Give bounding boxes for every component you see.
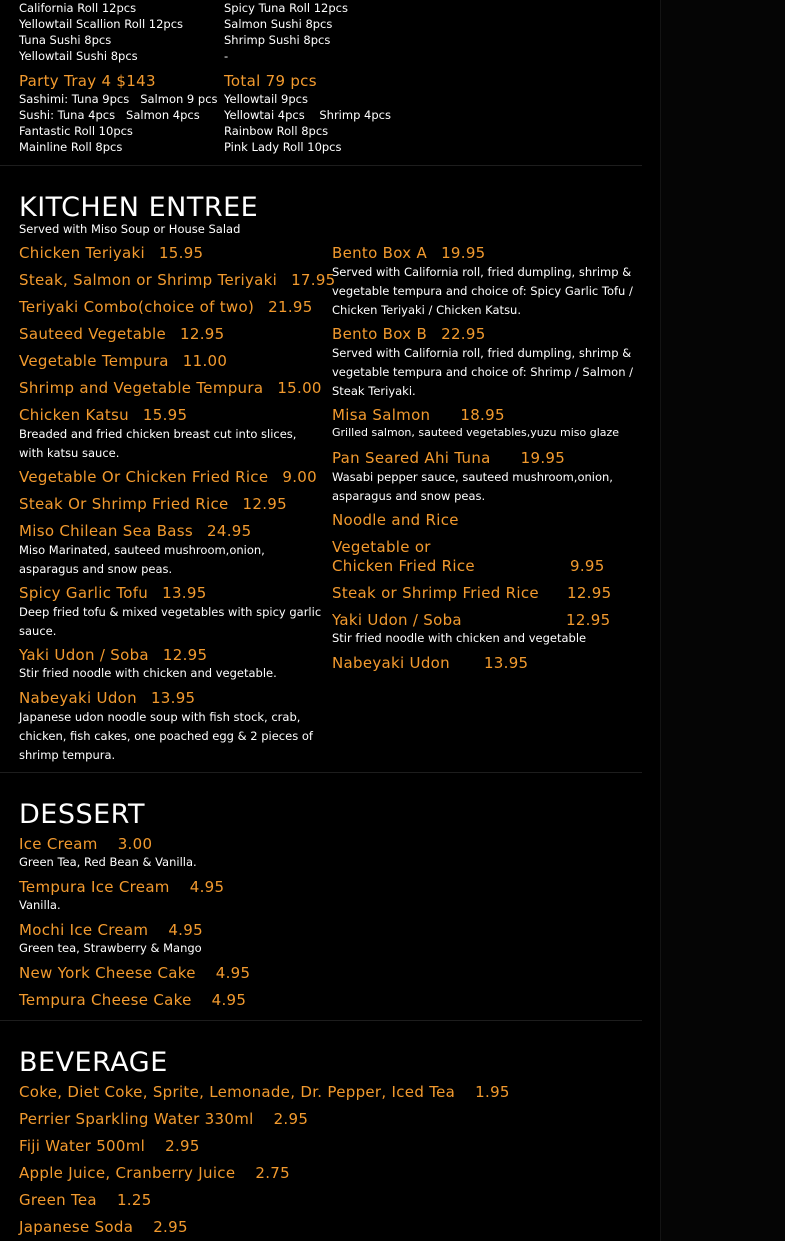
- item-name: Yaki Udon / Soba: [19, 646, 149, 664]
- party-tray-total: Total 79 pcs: [224, 72, 317, 90]
- item-description: Green Tea, Red Bean & Vanilla.: [19, 855, 197, 869]
- item-name: Coke, Diet Coke, Sprite, Lemonade, Dr. Pepper, Iced Tea: [19, 1083, 456, 1101]
- menu-item: [332, 653, 528, 673]
- item-price: 15.95: [158, 244, 204, 262]
- section-divider: [0, 1020, 642, 1021]
- item-price: 19.95: [520, 449, 566, 467]
- item-name: Tempura Cheese Cake: [19, 991, 192, 1009]
- item-name: Fiji Water 500ml: [19, 1137, 146, 1155]
- item-description: Vanilla.: [19, 898, 61, 912]
- menu-item: [19, 494, 287, 514]
- menu-item: Steak or Shrimp Fried Rice: [332, 584, 539, 602]
- item-description: Served with California roll, fried dumpling, shrimp & vegetable tempura and choice of: Shrimp / Salmon / Steak Teriyaki.: [332, 346, 634, 398]
- item-price: 2.95: [273, 1110, 309, 1128]
- menu-item: [19, 834, 152, 854]
- item-price: 11.00: [182, 352, 228, 370]
- menu-item: [19, 521, 251, 541]
- item-description: Japanese udon noodle soup with fish stock, crab, chicken, fish cakes, one poached egg & 2 pieces of shrimp tempura.: [19, 710, 313, 762]
- item-price: 2.75: [255, 1164, 290, 1182]
- item-description: Grilled salmon, sauteed vegetables,yuzu miso glaze: [332, 426, 620, 439]
- item-description: Wasabi pepper sauce, sauteed mushroom,onion, asparagus and snow peas.: [332, 470, 613, 503]
- menu-item: [19, 1136, 200, 1156]
- tray-item: Salmon Sushi 8pcs: [224, 17, 333, 31]
- item-name: Chicken Teriyaki: [19, 244, 145, 262]
- menu-item: [332, 448, 565, 468]
- menu-item: [19, 990, 246, 1010]
- item-name: Ice Cream: [19, 835, 98, 853]
- item-name: Vegetable Tempura: [19, 352, 169, 370]
- item-name: Japanese Soda: [19, 1218, 134, 1236]
- tray-item: Tuna Sushi 8pcs: [19, 33, 112, 47]
- item-name: Misa Salmon: [332, 406, 431, 424]
- section-divider: [0, 165, 642, 166]
- item-price: 12.95: [566, 611, 611, 629]
- tray-item: Sushi: Tuna 4pcs Salmon 4pcs: [19, 108, 200, 122]
- menu-item: [19, 243, 203, 263]
- subsection-heading: Noodle and Rice: [332, 511, 459, 529]
- tray-item: Pink Lady Roll 10pcs: [224, 140, 342, 154]
- tray-item: -: [224, 49, 229, 63]
- tray-item: Mainline Roll 8pcs: [19, 140, 123, 154]
- tray-item: Sashimi: Tuna 9pcs Salmon 9 pcs: [19, 92, 218, 106]
- tray-item: Rainbow Roll 8pcs: [224, 124, 329, 138]
- menu-item: [19, 1217, 188, 1237]
- item-price: 12.95: [567, 584, 612, 602]
- item-description: Stir fried noodle with chicken and vegetable.: [19, 666, 277, 680]
- item-price: 12.95: [242, 495, 287, 513]
- menu-item: [19, 645, 207, 665]
- menu-item: [332, 324, 486, 344]
- item-name: Bento Box A: [332, 244, 428, 262]
- item-name: Shrimp and Vegetable Tempura: [19, 379, 264, 397]
- item-name: Vegetable Or Chicken Fried Rice: [19, 468, 269, 486]
- item-description: Deep fried tofu & mixed vegetables with spicy garlic sauce.: [19, 605, 322, 638]
- item-price: 13.95: [483, 654, 529, 672]
- tray-item: Fantastic Roll 10pcs: [19, 124, 133, 138]
- item-name: Apple Juice, Cranberry Juice: [19, 1164, 236, 1182]
- item-name: Nabeyaki Udon: [332, 654, 450, 672]
- item-price: 2.95: [165, 1137, 200, 1155]
- menu-item: [19, 1082, 510, 1102]
- menu-item: [19, 378, 322, 398]
- item-name: Steak Or Shrimp Fried Rice: [19, 495, 229, 513]
- item-price: 9.00: [282, 468, 317, 486]
- menu-item: [332, 243, 486, 263]
- item-name: Chicken Katsu: [19, 406, 129, 424]
- menu-item: [19, 467, 317, 487]
- section-divider: [0, 772, 642, 773]
- menu-item: [19, 405, 187, 425]
- tray-item: California Roll 12pcs: [19, 1, 137, 15]
- menu-item: [19, 1109, 308, 1129]
- item-description: Served with California roll, fried dumpling, shrimp & vegetable tempura and choice of: Spicy Garlic Tofu / Chicken Teriyaki / Chicken Katsu.: [332, 265, 633, 317]
- menu-item: [19, 351, 227, 371]
- item-price: 19.95: [441, 244, 486, 262]
- item-description: Breaded and fried chicken breast cut into slices, with katsu sauce.: [19, 427, 297, 460]
- item-name: Mochi Ice Cream: [19, 921, 149, 939]
- item-name: Green Tea: [19, 1191, 97, 1209]
- item-name: Sauteed Vegetable: [19, 325, 167, 343]
- item-price: 18.95: [460, 406, 505, 424]
- item-price: 12.95: [180, 325, 225, 343]
- item-price: 9.95: [570, 557, 605, 575]
- menu-item: [19, 688, 195, 708]
- item-name: Nabeyaki Udon: [19, 689, 137, 707]
- menu-item: [19, 324, 224, 344]
- item-price: 17.95: [291, 271, 336, 289]
- item-name: Spicy Garlic Tofu: [19, 584, 149, 602]
- item-description: Stir fried noodle with chicken and vegetable: [332, 631, 587, 645]
- item-name: Steak, Salmon or Shrimp Teriyaki: [19, 271, 278, 289]
- tray-item: Yellowtai 4pcs Shrimp 4pcs: [224, 108, 391, 122]
- menu-item: [19, 963, 250, 983]
- item-price: 15.95: [142, 406, 188, 424]
- menu-item: [19, 877, 224, 897]
- tray-item: Shrimp Sushi 8pcs: [224, 33, 331, 47]
- item-price: 24.95: [207, 522, 252, 540]
- menu-item: [332, 405, 505, 425]
- menu-item: [19, 1163, 290, 1183]
- item-price: 4.95: [215, 964, 251, 982]
- item-price: 22.95: [441, 325, 486, 343]
- item-price: 12.95: [162, 646, 208, 664]
- item-price: 15.00: [277, 379, 322, 397]
- menu-item: [19, 920, 203, 940]
- item-price: 13.95: [150, 689, 196, 707]
- menu-item: [19, 270, 336, 290]
- right-margin: [660, 0, 785, 1241]
- item-price: 4.95: [189, 878, 225, 896]
- party-tray-title: Party Tray 4 $143: [19, 72, 156, 90]
- menu-item: [19, 297, 313, 317]
- item-name: Teriyaki Combo(choice of two): [19, 298, 255, 316]
- item-price: 3.00: [117, 835, 153, 853]
- item-price: 1.25: [116, 1191, 152, 1209]
- item-price: 1.95: [475, 1083, 510, 1101]
- item-price: 4.95: [211, 991, 247, 1009]
- section-heading: KITCHEN ENTREE: [19, 192, 259, 223]
- menu-item: [19, 1190, 152, 1210]
- section-heading: DESSERT: [19, 799, 145, 830]
- item-price: 13.95: [162, 584, 207, 602]
- item-name: Pan Seared Ahi Tuna: [332, 449, 491, 467]
- item-description: Green tea, Strawberry & Mango: [19, 941, 202, 955]
- menu-item-line2: Chicken Fried Rice: [332, 557, 475, 575]
- tray-item: Spicy Tuna Roll 12pcs: [224, 1, 348, 15]
- menu-item: Yaki Udon / Soba: [332, 611, 462, 629]
- item-name: Bento Box B: [332, 325, 428, 343]
- menu-item: [19, 583, 207, 603]
- section-heading: BEVERAGE: [19, 1047, 168, 1078]
- section-subheading: Served with Miso Soup or House Salad: [19, 222, 241, 236]
- tray-item: Yellowtail Sushi 8pcs: [19, 49, 138, 63]
- item-price: 21.95: [268, 298, 313, 316]
- menu-item-line1: Vegetable or: [332, 538, 431, 556]
- item-name: Miso Chilean Sea Bass: [19, 522, 194, 540]
- item-price: 2.95: [153, 1218, 188, 1236]
- item-description: Miso Marinated, sauteed mushroom,onion, asparagus and snow peas.: [19, 543, 265, 576]
- item-name: Perrier Sparkling Water 330ml: [19, 1110, 254, 1128]
- item-price: 4.95: [168, 921, 203, 939]
- item-name: New York Cheese Cake: [19, 964, 196, 982]
- tray-item: Yellowtail Scallion Roll 12pcs: [19, 17, 184, 31]
- item-name: Tempura Ice Cream: [19, 878, 170, 896]
- tray-item: Yellowtail 9pcs: [224, 92, 308, 106]
